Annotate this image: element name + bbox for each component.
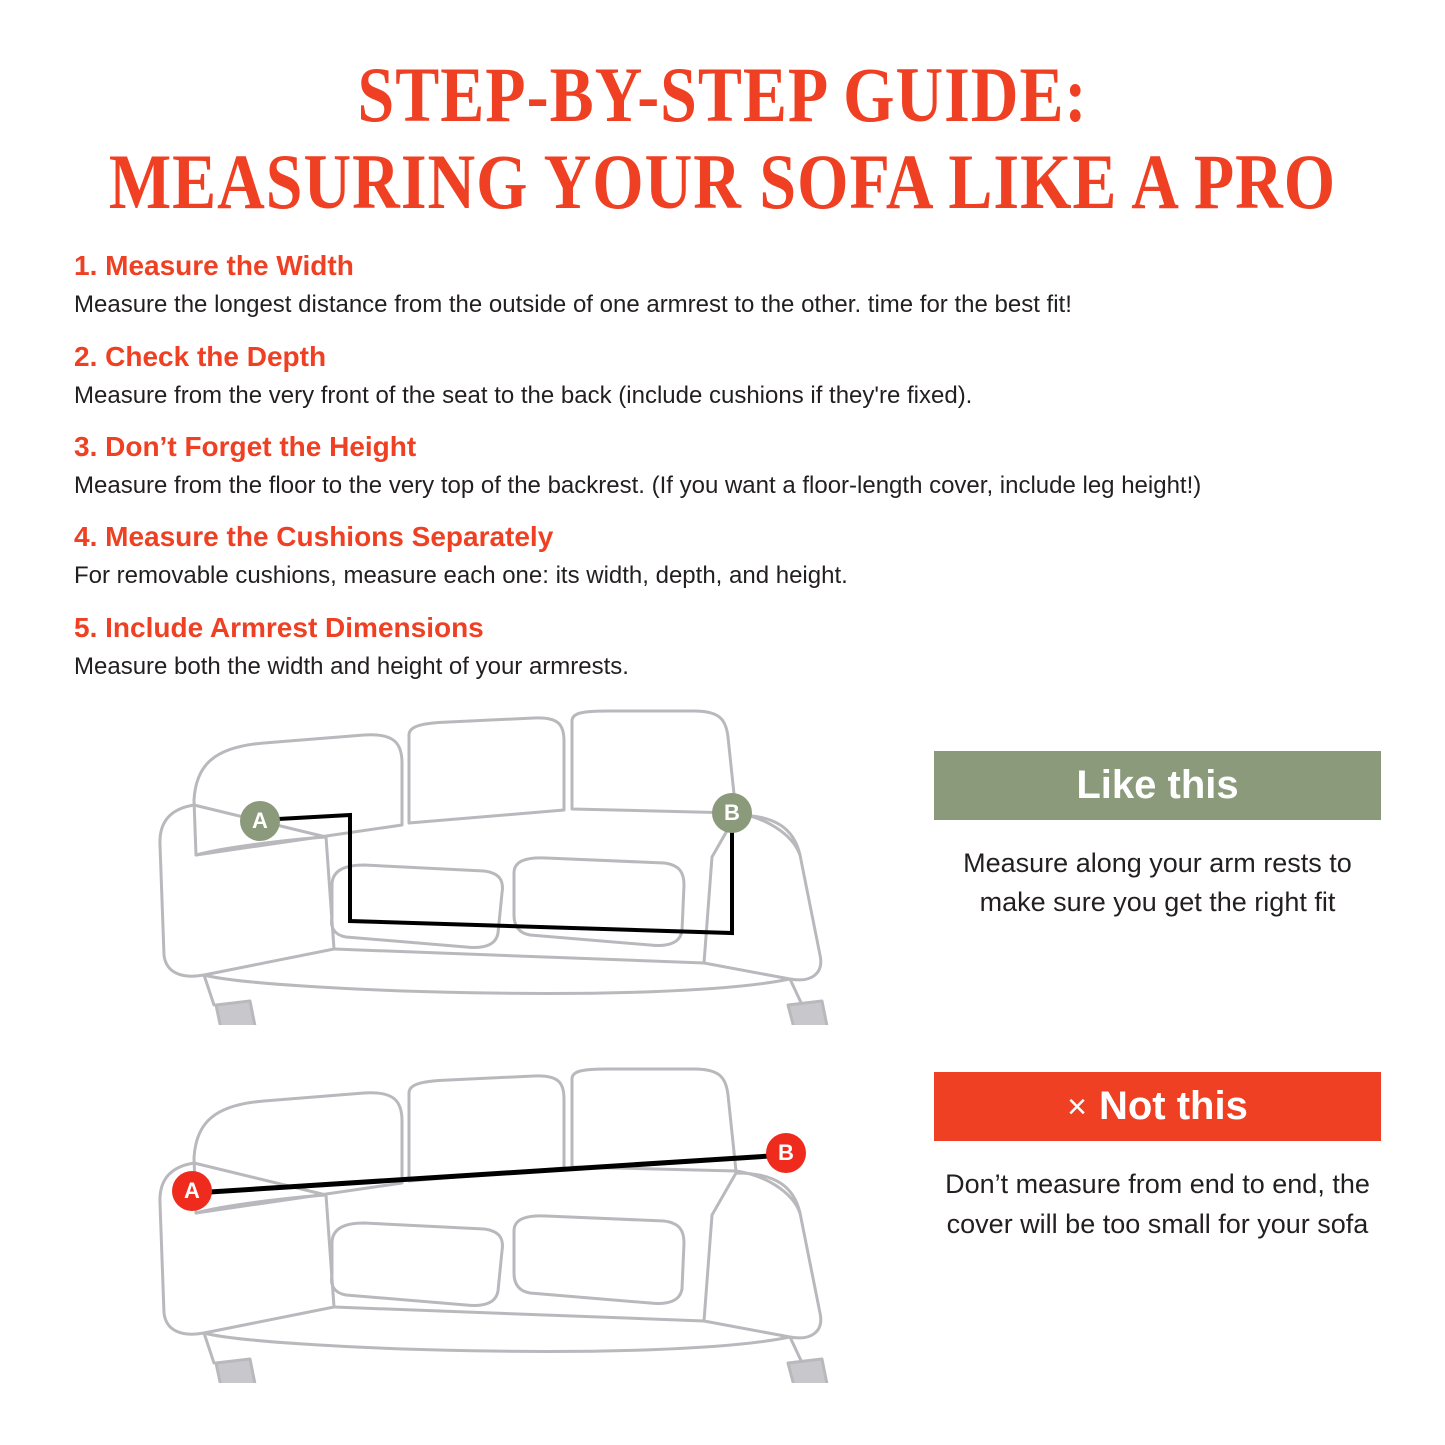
step-text: Measure the longest distance from the outside of one armrest to the other. time for the best fit! [74, 291, 1072, 319]
like-this-caption: Measure along your arm rests to make sure you get the right fit [963, 848, 1352, 918]
point-a-badge-incorrect: A [172, 1171, 212, 1211]
title-line-1: STEP-BY-STEP GUIDE: [357, 52, 1088, 139]
step-text: Measure from the floor to the very top of the backrest. (If you want a floor-length cover, include leg height!) [74, 472, 1202, 500]
page-title [64, 52, 1381, 226]
steps-list [74, 245, 1375, 683]
not-this-banner [934, 1072, 1381, 1141]
measure-line-incorrect [194, 1155, 786, 1193]
sofa-illustration-incorrect [64, 1063, 924, 1383]
step-text: Measure from the very front of the seat to the back (include cushions if they're fixed). [74, 381, 973, 409]
illustration-area [64, 705, 1381, 1383]
step-heading: 5. Include Armrest Dimensions [74, 611, 484, 643]
guidance-good [934, 751, 1381, 922]
not-this-caption: Don’t measure from end to end, the cover will be too small for your sofa [945, 1169, 1370, 1239]
guidance-column [924, 705, 1381, 1383]
step-heading: 3. Don’t Forget the Height [74, 431, 417, 463]
step-item [74, 245, 1375, 321]
cross-icon: × [1067, 1087, 1087, 1126]
step-heading: 4. Measure the Cushions Separately [74, 521, 554, 553]
not-this-label: Not this [1098, 1084, 1248, 1129]
point-b-badge-correct: B [712, 793, 752, 833]
point-b-badge-incorrect: B [766, 1133, 806, 1173]
step-item [74, 426, 1375, 502]
title-line-2: MEASURING YOUR SOFA LIKE A PRO [108, 139, 1337, 226]
step-text: Measure both the width and height of your armrests. [74, 652, 629, 680]
sofa-diagrams-column [64, 705, 924, 1383]
sofa-diagram-incorrect [64, 1063, 924, 1383]
step-heading: 1. Measure the Width [74, 250, 354, 282]
step-item [74, 336, 1375, 412]
guidance-bad [934, 1072, 1381, 1243]
sofa-diagram-correct [64, 705, 924, 1025]
point-a-badge-correct: A [240, 801, 280, 841]
step-heading: 2. Check the Depth [74, 340, 327, 372]
sofa-illustration-correct [64, 705, 924, 1025]
step-text: For removable cushions, measure each one: its width, depth, and height. [74, 562, 848, 590]
like-this-label: Like this [1076, 763, 1239, 808]
step-item [74, 607, 1375, 683]
like-this-banner [934, 751, 1381, 820]
step-item [74, 516, 1375, 592]
